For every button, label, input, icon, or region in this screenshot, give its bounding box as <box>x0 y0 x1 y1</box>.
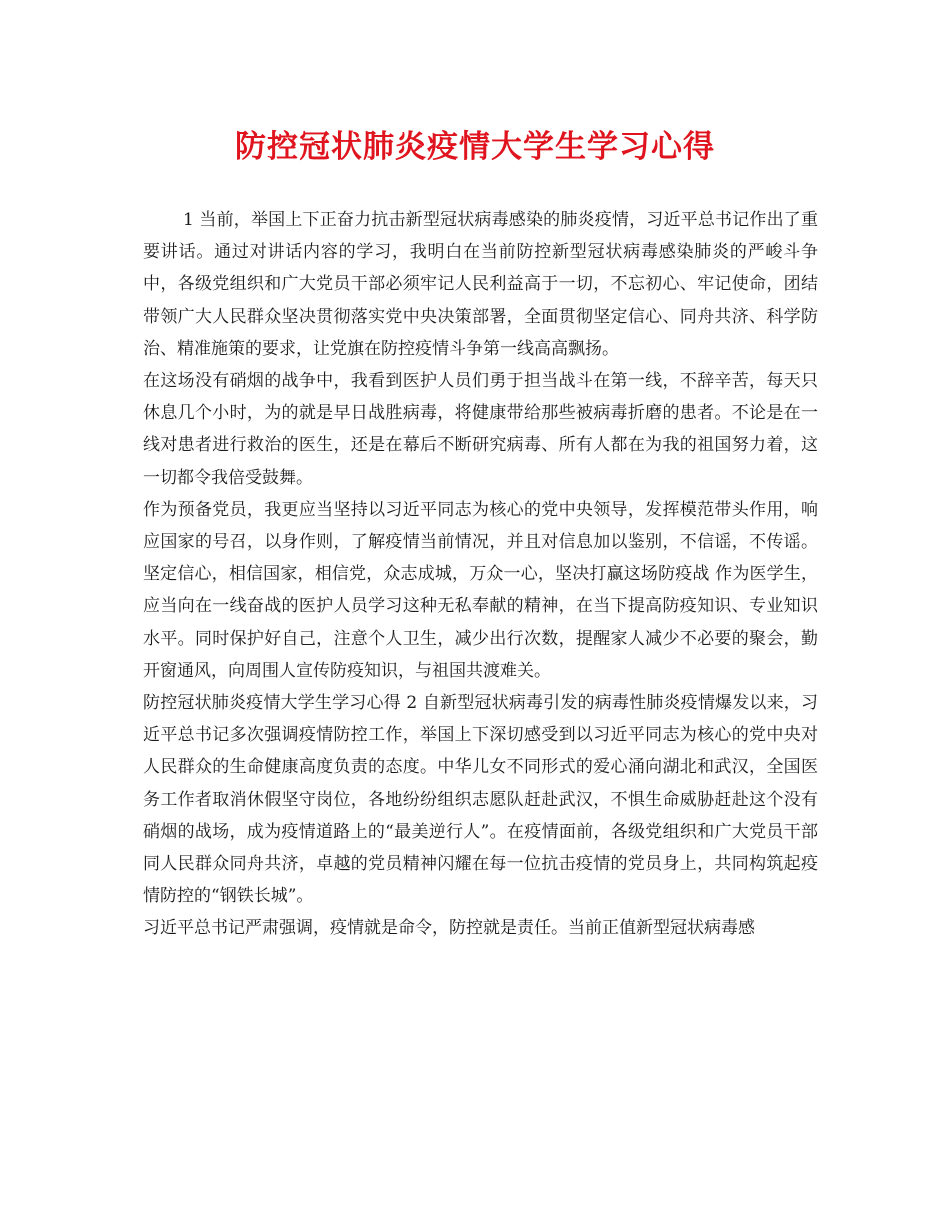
paragraph-5: 习近平总书记严肃强调，疫情就是命令，防控就是责任。当前正值新型冠状病毒感 <box>143 918 755 939</box>
paragraph-3: 作为预备党员，我更应当坚持以习近平同志为核心的党中央领导，发挥模范带头作用，响应国家的号召，以身作则，了解疫情当前情况，并且对信息加以鉴别，不信谣，不传谣。坚定信心，相信国家，相信党，众志成城，万众一心，坚决打赢这场防疫战 作为医学生，应当向在一线奋战的医护人员学习这种无私奉献的精神，在当下提高防疫知识、专业知识水平。同时保护好自己，注意个人卫生，减少出行次数，提醒家人减少不必要的聚会，勤开窗通风，向周围人宣传防疫知识，与祖国共渡难关。 <box>143 499 818 681</box>
document-body <box>143 204 818 945</box>
paragraph-1: 1 当前，举国上下正奋力抗击新型冠状病毒感染的肺炎疫情，习近平总书记作出了重要讲话。通过对讲话内容的学习，我明白在当前防控新型冠状病毒感染肺炎的严峻斗争中，各级党组织和广大党员干部必须牢记人民利益高于一切，不忘初心、牢记使命，团结带领广大人民群众坚决贯彻落实党中央决策部署，全面贯彻坚定信心、同舟共济、科学防治、精准施策的要求，让党旗在防控疫情斗争第一线高高飘扬。 <box>143 210 818 359</box>
document-title: 防控冠状肺炎疫情大学生学习心得 <box>235 129 715 165</box>
paragraph-4: 防控冠状肺炎疫情大学生学习心得 2 自新型冠状病毒引发的病毒性肺炎疫情爆发以来，习近平总书记多次强调疫情防控工作，举国上下深切感受到以习近平同志为核心的党中央对人民群众的生命健康高度负责的态度。中华儿女不同形式的爱心涌向湖北和武汉，全国医务工作者取消休假坚守岗位，各地纷纷组织志愿队赶赴武汉，不惧生命威胁赶赴这个没有硝烟的战场，成为疫情道路上的“最美逆行人”。在疫情面前，各级党组织和广大党员干部同人民群众同舟共济，卓越的党员精神闪耀在每一位抗击疫情的党员身上，共同构筑起疫情防控的“钢铁长城”。 <box>143 693 818 907</box>
paragraph-2: 在这场没有硝烟的战争中，我看到医护人员们勇于担当战斗在第一线，不辞辛苦，每天只休息几个小时，为的就是早日战胜病毒，将健康带给那些被病毒折磨的患者。不论是在一线对患者进行救治的医生，还是在幕后不断研究病毒、所有人都在为我的祖国努力着，这一切都令我倍受鼓舞。 <box>143 371 818 488</box>
